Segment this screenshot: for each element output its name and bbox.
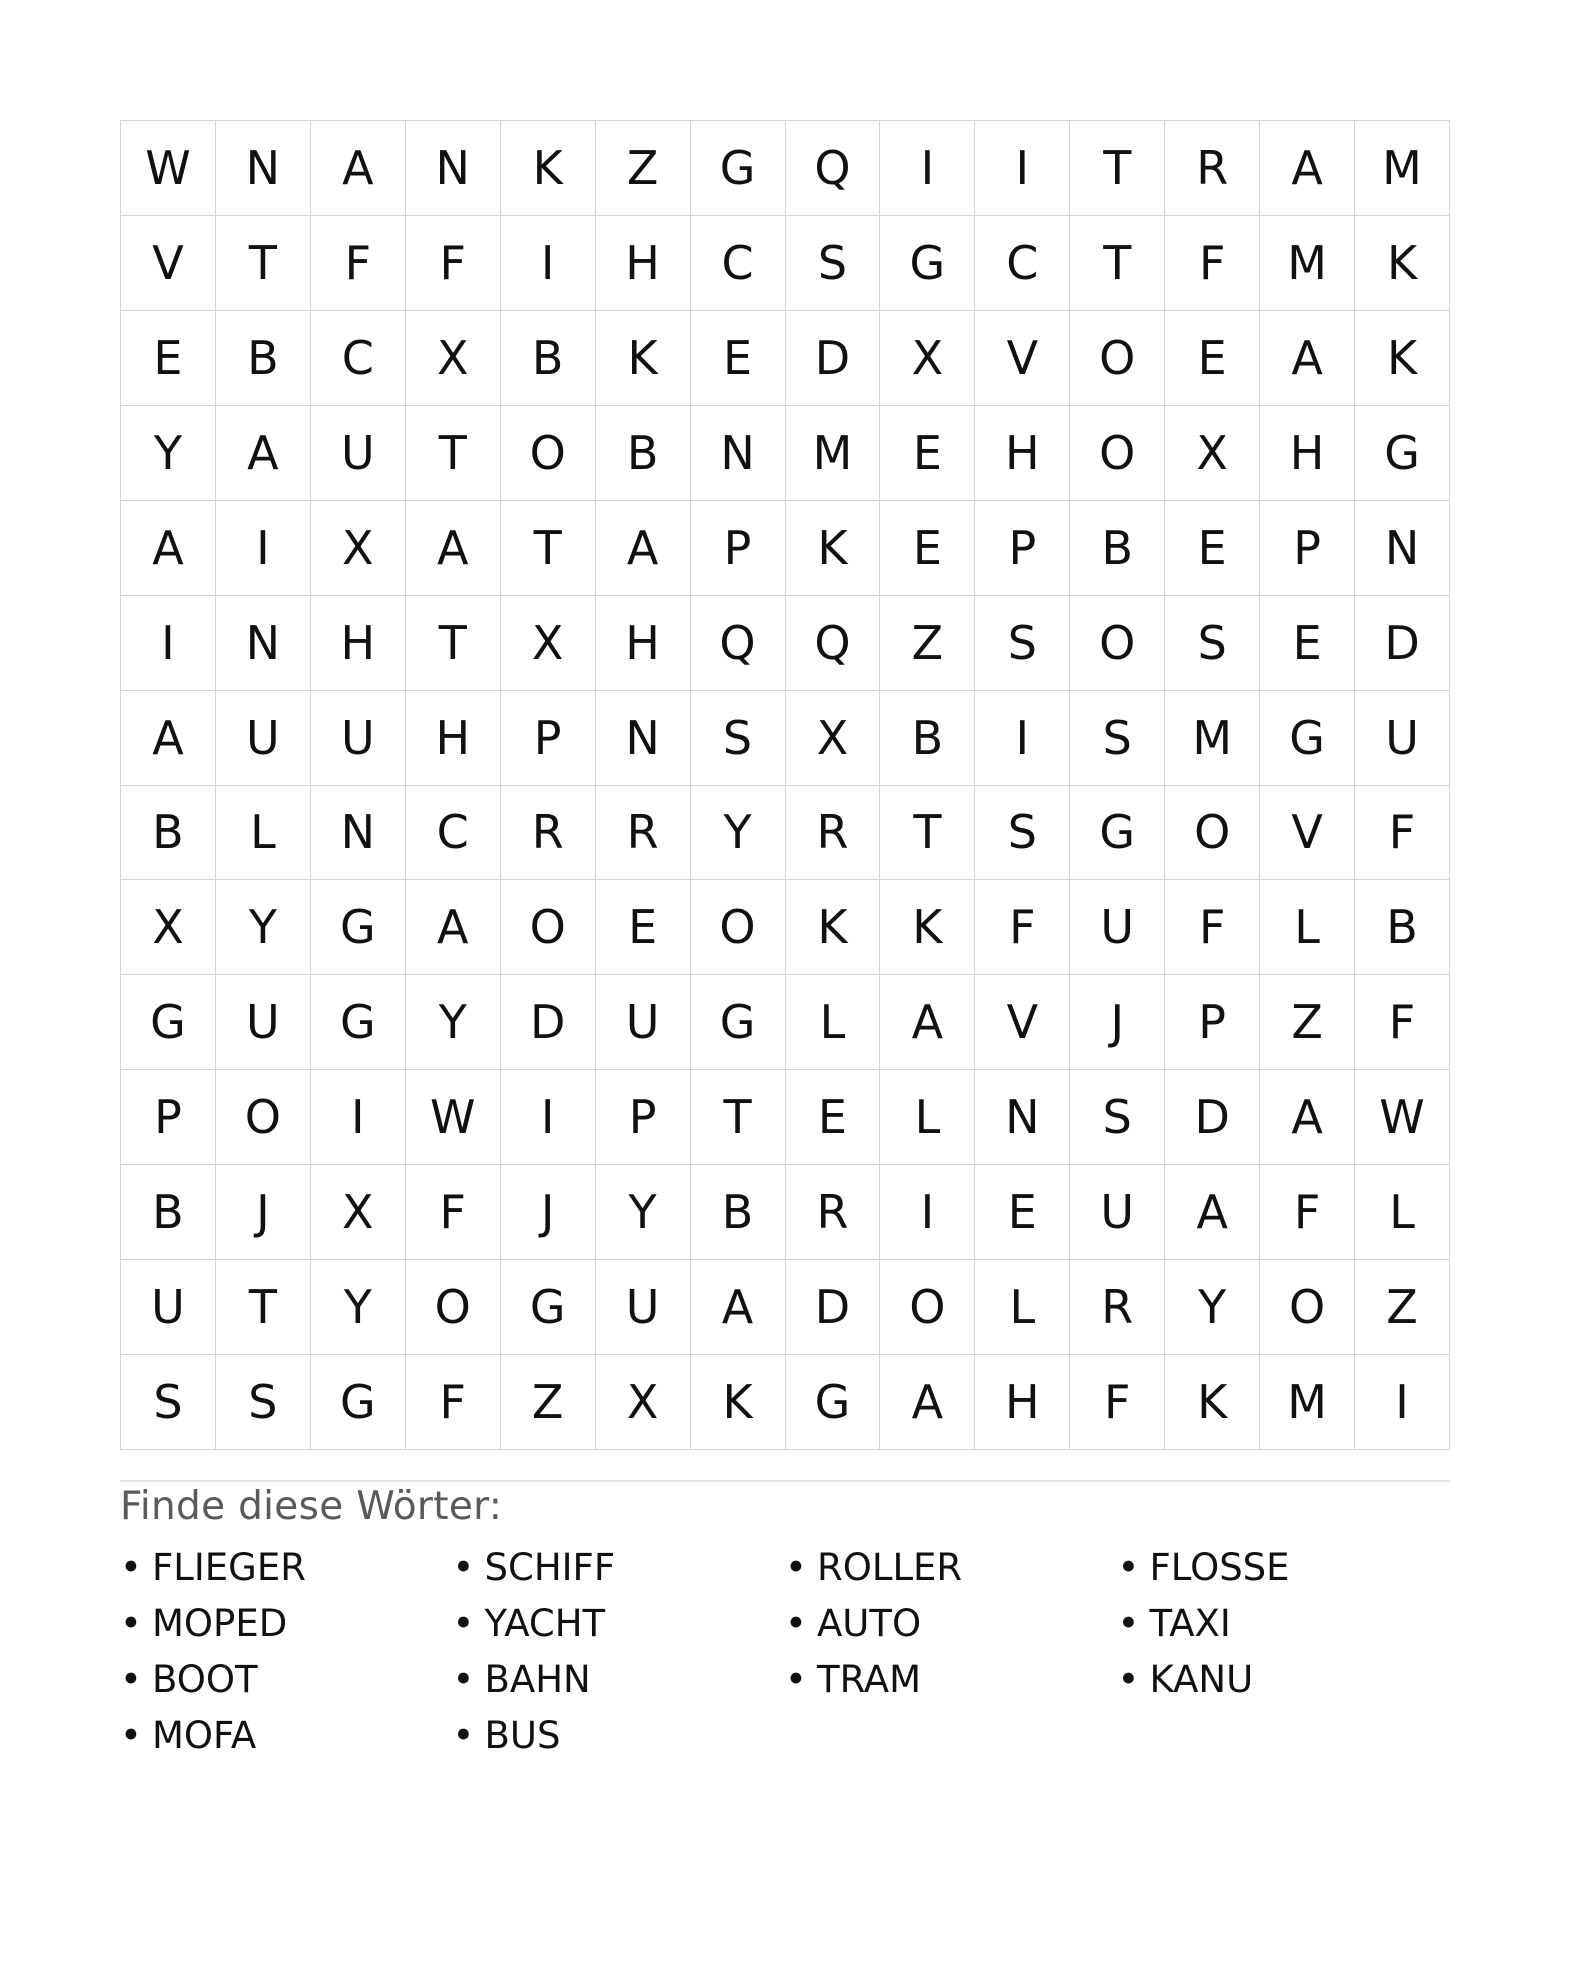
grid-cell[interactable]: R	[786, 786, 881, 881]
grid-cell[interactable]: W	[121, 121, 216, 216]
grid-cell[interactable]: D	[786, 311, 881, 406]
grid-cell[interactable]: S	[975, 786, 1070, 881]
grid-cell[interactable]: X	[311, 1165, 406, 1260]
grid-cell[interactable]: N	[406, 121, 501, 216]
grid-cell[interactable]: F	[406, 216, 501, 311]
grid-cell[interactable]: T	[501, 501, 596, 596]
grid-cell[interactable]: Z	[1260, 975, 1355, 1070]
word-list-item	[453, 1652, 786, 1708]
grid-cell[interactable]: S	[121, 1355, 216, 1450]
grid-cell[interactable]: A	[596, 501, 691, 596]
grid-cell[interactable]: T	[1070, 121, 1165, 216]
grid-cell[interactable]: M	[1355, 121, 1450, 216]
grid-cell[interactable]: K	[1355, 311, 1450, 406]
grid-cell[interactable]: P	[1260, 501, 1355, 596]
grid-cell[interactable]: O	[216, 1070, 311, 1165]
grid-cell[interactable]: A	[691, 1260, 786, 1355]
grid-cell[interactable]: V	[1260, 786, 1355, 881]
word-list-item	[1118, 1596, 1451, 1652]
grid-cell[interactable]: G	[121, 975, 216, 1070]
grid-cell[interactable]: U	[596, 975, 691, 1070]
grid-cell[interactable]: O	[880, 1260, 975, 1355]
grid-cell[interactable]: S	[975, 596, 1070, 691]
bullet-icon: •	[1117, 1546, 1140, 1589]
grid-cell[interactable]: G	[1260, 691, 1355, 786]
word-list-item	[453, 1540, 786, 1596]
grid-cell[interactable]: I	[121, 596, 216, 691]
word-list-item	[120, 1652, 453, 1708]
grid-cell[interactable]: B	[596, 406, 691, 501]
grid-cell[interactable]: B	[880, 691, 975, 786]
word-label: SCHIFF	[484, 1546, 616, 1589]
divider	[120, 1480, 1450, 1482]
word-list-heading: Finde diese Wörter:	[120, 1484, 503, 1529]
grid-cell[interactable]: F	[1355, 786, 1450, 881]
grid-cell[interactable]: C	[691, 216, 786, 311]
grid-cell[interactable]: G	[311, 880, 406, 975]
grid-cell[interactable]: Y	[1165, 1260, 1260, 1355]
grid-cell[interactable]: M	[1165, 691, 1260, 786]
word-label: AUTO	[817, 1602, 922, 1645]
grid-cell[interactable]: M	[1260, 216, 1355, 311]
grid-cell[interactable]: P	[1165, 975, 1260, 1070]
grid-cell[interactable]: G	[691, 121, 786, 216]
word-label: KANU	[1149, 1658, 1254, 1701]
bullet-icon: •	[1117, 1658, 1140, 1701]
grid-cell[interactable]: P	[501, 691, 596, 786]
grid-cell[interactable]: Q	[786, 596, 881, 691]
grid-cell[interactable]: K	[1165, 1355, 1260, 1450]
grid-cell[interactable]: A	[1260, 121, 1355, 216]
grid-cell[interactable]: G	[311, 1355, 406, 1450]
grid-cell[interactable]: Q	[786, 121, 881, 216]
grid-cell[interactable]: S	[691, 691, 786, 786]
grid-cell[interactable]: H	[406, 691, 501, 786]
grid-cell[interactable]: I	[216, 501, 311, 596]
grid-cell[interactable]: Y	[121, 406, 216, 501]
word-label: MOFA	[152, 1714, 257, 1757]
grid-cell[interactable]: N	[691, 406, 786, 501]
grid-cell[interactable]: O	[501, 406, 596, 501]
grid-cell[interactable]: U	[596, 1260, 691, 1355]
grid-cell[interactable]: K	[786, 880, 881, 975]
grid-cell[interactable]: U	[1070, 880, 1165, 975]
grid-cell[interactable]: L	[1260, 880, 1355, 975]
grid-cell[interactable]: B	[1070, 501, 1165, 596]
grid-cell[interactable]: F	[975, 880, 1070, 975]
grid-cell[interactable]: G	[880, 216, 975, 311]
grid-cell[interactable]: K	[1355, 216, 1450, 311]
grid-cell[interactable]: P	[975, 501, 1070, 596]
grid-cell[interactable]: Q	[691, 596, 786, 691]
grid-cell[interactable]: A	[121, 501, 216, 596]
grid-cell[interactable]: T	[880, 786, 975, 881]
grid-cell[interactable]: I	[311, 1070, 406, 1165]
grid-cell[interactable]: E	[880, 501, 975, 596]
grid-cell[interactable]: E	[880, 406, 975, 501]
grid-cell[interactable]: Y	[596, 1165, 691, 1260]
word-label: BUS	[484, 1714, 561, 1757]
grid-cell[interactable]: S	[786, 216, 881, 311]
grid-cell[interactable]: C	[311, 311, 406, 406]
grid-cell[interactable]: U	[311, 406, 406, 501]
grid-cell[interactable]: S	[1070, 691, 1165, 786]
grid-cell[interactable]: Y	[216, 880, 311, 975]
grid-cell[interactable]: W	[406, 1070, 501, 1165]
grid-cell[interactable]: L	[880, 1070, 975, 1165]
grid-cell[interactable]: F	[1165, 216, 1260, 311]
grid-cell[interactable]: B	[501, 311, 596, 406]
bullet-icon: •	[120, 1602, 142, 1645]
bullet-icon: •	[452, 1602, 475, 1645]
grid-cell[interactable]: K	[596, 311, 691, 406]
grid-cell[interactable]: M	[1260, 1355, 1355, 1450]
word-list-item	[120, 1596, 453, 1652]
grid-cell[interactable]: K	[501, 121, 596, 216]
word-label: TAXI	[1149, 1602, 1231, 1645]
grid-cell[interactable]: O	[406, 1260, 501, 1355]
grid-cell[interactable]: E	[121, 311, 216, 406]
grid-cell[interactable]: N	[311, 786, 406, 881]
bullet-icon: •	[785, 1658, 807, 1701]
grid-cell[interactable]: A	[216, 406, 311, 501]
word-list-item	[120, 1540, 453, 1596]
grid-cell[interactable]: G	[691, 975, 786, 1070]
grid-cell[interactable]: X	[311, 501, 406, 596]
word-label: MOPED	[152, 1602, 288, 1645]
grid-cell[interactable]: I	[880, 121, 975, 216]
grid-cell[interactable]: G	[1355, 406, 1450, 501]
grid-cell[interactable]: X	[596, 1355, 691, 1450]
grid-cell[interactable]: C	[975, 216, 1070, 311]
grid-cell[interactable]: X	[501, 596, 596, 691]
grid-cell[interactable]: T	[1070, 216, 1165, 311]
grid-cell[interactable]: A	[880, 975, 975, 1070]
grid-cell[interactable]: N	[216, 121, 311, 216]
grid-cell[interactable]: F	[1260, 1165, 1355, 1260]
grid-cell[interactable]: O	[691, 880, 786, 975]
grid-cell[interactable]: F	[1165, 880, 1260, 975]
grid-cell[interactable]: T	[216, 1260, 311, 1355]
grid-cell[interactable]: S	[1070, 1070, 1165, 1165]
grid-cell[interactable]: R	[501, 786, 596, 881]
grid-cell[interactable]: K	[786, 501, 881, 596]
word-list-item	[453, 1596, 786, 1652]
grid-cell[interactable]: Z	[880, 596, 975, 691]
grid-cell[interactable]: H	[596, 216, 691, 311]
word-list-item	[1118, 1540, 1451, 1596]
grid-cell[interactable]: V	[121, 216, 216, 311]
grid-cell[interactable]: E	[596, 880, 691, 975]
grid-cell[interactable]: O	[1260, 1260, 1355, 1355]
grid-cell[interactable]: J	[1070, 975, 1165, 1070]
grid-cell[interactable]: G	[1070, 786, 1165, 881]
grid-cell[interactable]: B	[1355, 880, 1450, 975]
bullet-icon: •	[452, 1658, 475, 1701]
grid-cell[interactable]: O	[1165, 786, 1260, 881]
grid-cell[interactable]: X	[1165, 406, 1260, 501]
bullet-icon: •	[120, 1658, 142, 1701]
grid-cell[interactable]: G	[786, 1355, 881, 1450]
grid-cell[interactable]: D	[786, 1260, 881, 1355]
bullet-icon: •	[1117, 1602, 1140, 1645]
grid-cell[interactable]: I	[975, 121, 1070, 216]
grid-cell[interactable]: F	[1355, 975, 1450, 1070]
grid-cell[interactable]: P	[596, 1070, 691, 1165]
grid-cell[interactable]: I	[880, 1165, 975, 1260]
grid-cell[interactable]: O	[1070, 596, 1165, 691]
word-list-item	[785, 1596, 1118, 1652]
grid-cell[interactable]: P	[121, 1070, 216, 1165]
grid-cell[interactable]: D	[501, 975, 596, 1070]
grid-cell[interactable]: B	[691, 1165, 786, 1260]
word-label: FLIEGER	[152, 1546, 306, 1589]
grid-cell[interactable]: X	[406, 311, 501, 406]
grid-cell[interactable]: Z	[501, 1355, 596, 1450]
word-label: YACHT	[484, 1602, 606, 1645]
grid-cell[interactable]: N	[975, 1070, 1070, 1165]
grid-cell[interactable]: W	[1355, 1070, 1450, 1165]
grid-cell[interactable]: M	[786, 406, 881, 501]
grid-cell[interactable]: H	[975, 1355, 1070, 1450]
word-label: ROLLER	[817, 1546, 963, 1589]
grid-cell[interactable]: O	[501, 880, 596, 975]
grid-cell[interactable]: R	[1070, 1260, 1165, 1355]
word-list-item	[1118, 1652, 1451, 1708]
grid-cell[interactable]: Y	[406, 975, 501, 1070]
grid-cell[interactable]: Y	[691, 786, 786, 881]
grid-cell[interactable]: A	[1260, 311, 1355, 406]
grid-cell[interactable]: U	[311, 691, 406, 786]
word-list-item	[785, 1652, 1118, 1708]
grid-cell[interactable]: K	[691, 1355, 786, 1450]
grid-cell[interactable]: G	[501, 1260, 596, 1355]
word-list	[120, 1540, 1450, 1764]
grid-cell[interactable]: B	[216, 311, 311, 406]
grid-cell[interactable]: S	[1165, 596, 1260, 691]
grid-cell[interactable]: H	[311, 596, 406, 691]
word-label: FLOSSE	[1149, 1546, 1290, 1589]
grid-cell[interactable]: I	[1355, 1355, 1450, 1450]
bullet-icon: •	[785, 1546, 807, 1589]
grid-cell[interactable]: A	[406, 501, 501, 596]
grid-cell[interactable]: N	[1355, 501, 1450, 596]
word-list-item	[120, 1708, 453, 1764]
grid-cell[interactable]: S	[216, 1355, 311, 1450]
grid-cell[interactable]: E	[786, 1070, 881, 1165]
grid-cell[interactable]: G	[311, 975, 406, 1070]
grid-cell[interactable]: A	[311, 121, 406, 216]
grid-cell[interactable]: J	[216, 1165, 311, 1260]
grid-cell[interactable]: U	[216, 975, 311, 1070]
grid-cell[interactable]: I	[501, 216, 596, 311]
grid-cell[interactable]: Y	[311, 1260, 406, 1355]
grid-cell[interactable]: K	[880, 880, 975, 975]
grid-cell[interactable]: A	[1260, 1070, 1355, 1165]
grid-cell[interactable]: A	[406, 880, 501, 975]
grid-cell[interactable]: L	[975, 1260, 1070, 1355]
word-list-item	[785, 1540, 1118, 1596]
grid-cell[interactable]: R	[596, 786, 691, 881]
grid-cell[interactable]: H	[975, 406, 1070, 501]
grid-cell[interactable]: X	[880, 311, 975, 406]
grid-cell[interactable]: I	[501, 1070, 596, 1165]
grid-cell[interactable]: E	[1165, 501, 1260, 596]
grid-cell[interactable]: T	[406, 406, 501, 501]
grid-cell[interactable]: C	[406, 786, 501, 881]
grid-cell[interactable]: A	[880, 1355, 975, 1450]
word-list-item	[453, 1708, 786, 1764]
grid-cell[interactable]: T	[691, 1070, 786, 1165]
grid-cell[interactable]: T	[406, 596, 501, 691]
bullet-icon: •	[452, 1546, 475, 1589]
grid-cell[interactable]: L	[216, 786, 311, 881]
grid-cell[interactable]: N	[596, 691, 691, 786]
grid-cell[interactable]: B	[121, 1165, 216, 1260]
grid-cell[interactable]: Z	[596, 121, 691, 216]
grid-cell[interactable]: E	[691, 311, 786, 406]
grid-cell[interactable]: H	[596, 596, 691, 691]
word-label: TRAM	[817, 1658, 922, 1701]
grid-cell[interactable]: I	[975, 691, 1070, 786]
grid-cell[interactable]: L	[1355, 1165, 1450, 1260]
grid-cell[interactable]: U	[121, 1260, 216, 1355]
grid-cell[interactable]: A	[1165, 1165, 1260, 1260]
grid-cell[interactable]: V	[975, 975, 1070, 1070]
grid-cell[interactable]: E	[975, 1165, 1070, 1260]
grid-cell[interactable]: T	[216, 216, 311, 311]
grid-cell[interactable]: B	[121, 786, 216, 881]
grid-cell[interactable]: H	[1260, 406, 1355, 501]
grid-cell[interactable]: D	[1355, 596, 1450, 691]
grid-cell[interactable]: U	[216, 691, 311, 786]
grid-cell[interactable]: F	[311, 216, 406, 311]
grid-cell[interactable]: Z	[1355, 1260, 1450, 1355]
word-label: BOOT	[152, 1658, 258, 1701]
grid-cell[interactable]: A	[121, 691, 216, 786]
grid-cell[interactable]: O	[1070, 311, 1165, 406]
grid-cell[interactable]: X	[786, 691, 881, 786]
grid-cell[interactable]: U	[1070, 1165, 1165, 1260]
grid-cell[interactable]: X	[121, 880, 216, 975]
grid-cell[interactable]: F	[406, 1165, 501, 1260]
grid-cell[interactable]: E	[1260, 596, 1355, 691]
puzzle-grid	[120, 120, 1450, 1450]
bullet-icon: •	[452, 1714, 475, 1757]
grid-cell[interactable]: L	[786, 975, 881, 1070]
grid-cell[interactable]: E	[1165, 311, 1260, 406]
grid-cell[interactable]: D	[1165, 1070, 1260, 1165]
bullet-icon: •	[120, 1714, 142, 1757]
grid-cell[interactable]: U	[1355, 691, 1450, 786]
grid-cell[interactable]: O	[1070, 406, 1165, 501]
grid-cell[interactable]: R	[786, 1165, 881, 1260]
bullet-icon: •	[785, 1602, 807, 1645]
bullet-icon: •	[120, 1546, 142, 1589]
grid-cell[interactable]: P	[691, 501, 786, 596]
grid-cell[interactable]: V	[975, 311, 1070, 406]
grid-cell[interactable]: J	[501, 1165, 596, 1260]
grid-cell[interactable]: N	[216, 596, 311, 691]
grid-cell[interactable]: F	[1070, 1355, 1165, 1450]
grid-cell[interactable]: R	[1165, 121, 1260, 216]
grid-cell[interactable]: F	[406, 1355, 501, 1450]
word-label: BAHN	[484, 1658, 591, 1701]
